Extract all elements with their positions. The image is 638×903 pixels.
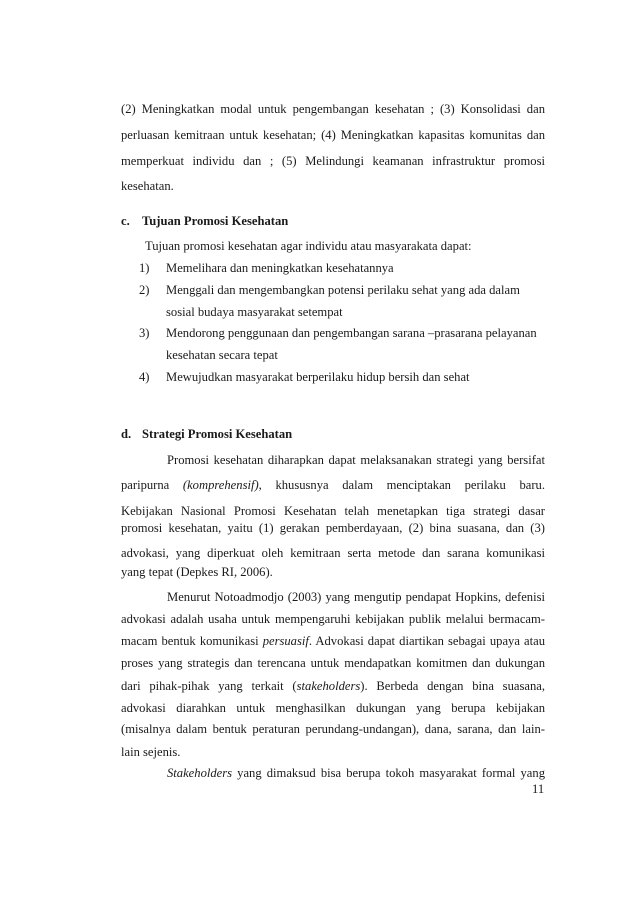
list-item-1-text: Memelihara dan meningkatkan kesehatannya [166,261,394,275]
p2-text: ). Berbeda dengan bina suasana, [360,679,545,693]
section-d-heading [121,426,545,442]
p2-line-6: advokasi diarahkan untuk menghasilkan dukungan yang berupa kebijakan [121,701,545,715]
p3-line-1 [167,765,545,781]
p2-line-5 [121,678,545,694]
p1-line-3: Kebijakan Nasional Promosi Kesehatan telah menetapkan tiga strategi dasar [121,504,545,518]
p2-text: macam bentuk komunikasi [121,634,263,648]
p2-line-7: (misalnya dalam bentuk peraturan perundang-undangan), dana, sarana, dan lain- [121,722,545,736]
section-d-letter: d. [121,427,132,441]
p2-line-4: proses yang strategis dan terencana untuk mendapatkan komitmen dan dukungan [121,656,545,670]
p2-line-3 [121,633,545,649]
list-item-3-number: 3) [139,326,150,340]
p1-line-5: advokasi, yang diperkuat oleh kemitraan serta metode dan sarana komunikasi [121,546,545,560]
p1-text: paripurna [121,478,170,492]
p2-line-8: lain sejenis. [121,745,181,759]
section-d-title: Strategi Promosi Kesehatan [142,427,293,441]
section-c-heading [121,213,545,229]
page-number: 11 [532,782,545,796]
p2-emphasis: persuasif [262,634,309,648]
p1-line-1: Promosi kesehatan diharapkan dapat melaksanakan strategi yang bersifat [167,453,545,467]
p2-text: . Advokasi dapat diartikan sebagai upaya atau [308,634,545,648]
p1-line-6: yang tepat (Depkes RI, 2006). [121,565,273,579]
list-item-4-text: Mewujudkan masyarakat berperilaku hidup bersih dan sehat [166,370,470,384]
intro-line-4: kesehatan. [121,179,174,193]
p3-emphasis: Stakeholders [167,766,233,780]
p1-text: , khususnya dalam menciptakan perilaku baru. [258,478,545,492]
p1-emphasis: (komprehensif) [182,478,259,492]
intro-line-3: memperkuat individu dan ; (5) Melindungi keamanan infrastruktur promosi [121,154,545,168]
p1-line-2 [121,477,545,493]
section-c-lead: Tujuan promosi kesehatan agar individu atau masyarakata dapat: [145,239,472,253]
p3-text: yang dimaksud bisa berupa tokoh masyarakat formal yang [232,766,545,780]
list-item-2-number: 2) [139,283,150,297]
intro-line-2: perluasan kemitraan untuk kesehatan; (4) Meningkatkan kapasitas komunitas dan [121,128,545,142]
p2-line-1: Menurut Notoadmodjo (2003) yang mengutip pendapat Hopkins, defenisi [167,590,545,604]
section-c-title: Tujuan Promosi Kesehatan [142,214,289,228]
intro-line-1: (2) Meningkatkan modal untuk pengembangan kesehatan ; (3) Konsolidasi dan [121,102,545,116]
p2-line-2: advokasi adalah usaha untuk mempengaruhi kebijakan publik melalui bermacam- [121,612,545,626]
list-item-2-text-line-1: Menggali dan mengembangkan potensi perilaku sehat yang ada dalam [166,283,520,297]
section-c-letter: c. [121,214,130,228]
p2-emphasis: stakeholders [296,679,361,693]
list-item-4-number: 4) [139,370,150,384]
list-item-2-text-line-2: sosial budaya masyarakat setempat [166,305,343,319]
list-item-1-number: 1) [139,261,150,275]
list-item-3-text-line-2: kesehatan secara tepat [166,348,278,362]
list-item-3-text-line-1: Mendorong penggunaan dan pengembangan sarana –prasarana pelayanan [166,326,537,340]
p1-line-4: promosi kesehatan, yaitu (1) gerakan pemberdayaan, (2) bina suasana, dan (3) [121,521,545,535]
p2-text: dari pihak-pihak yang terkait ( [121,679,297,693]
